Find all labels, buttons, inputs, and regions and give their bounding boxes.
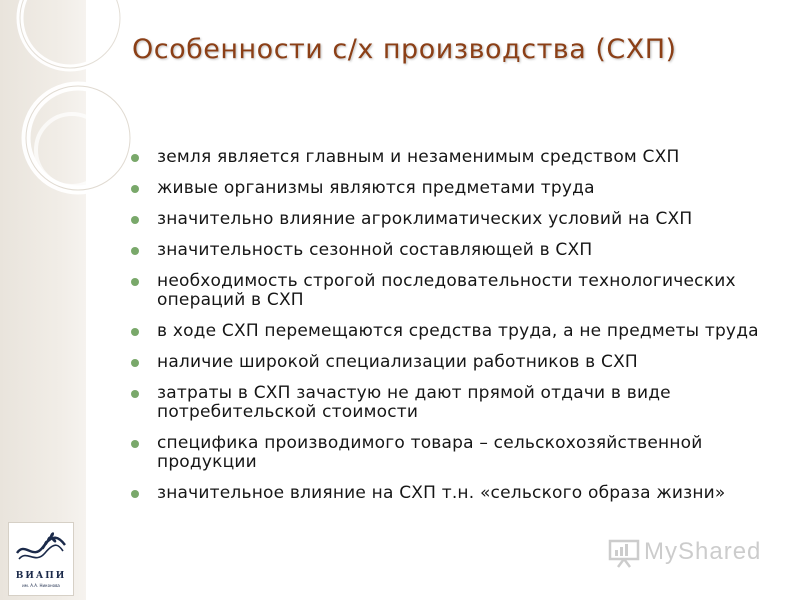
- institution-logo: [8, 522, 74, 596]
- bullet-list: [130, 148, 780, 515]
- list-item: [130, 353, 780, 372]
- wheat-wave-logo-icon: [13, 527, 69, 567]
- list-item: [130, 148, 780, 167]
- list-item: [130, 322, 780, 341]
- decorative-circles-icon: [0, 0, 140, 230]
- list-item: [130, 384, 780, 422]
- bullet-icon: [131, 328, 139, 336]
- list-item-text: затраты в СХП зачастую не дают прямой отдачи в виде потребительской стоимости: [157, 383, 671, 422]
- list-item-text: специфика производимого товара – сельскохозяйственной продукции: [157, 433, 703, 472]
- bullet-icon: [131, 359, 139, 367]
- logo-subtitle: им. А.А. Никонова: [22, 583, 60, 588]
- slide-title: Особенности с/х производства (СХП): [132, 34, 677, 65]
- bullet-icon: [131, 490, 139, 498]
- list-item: [130, 484, 780, 503]
- list-item-text: значительно влияние агроклиматических условий на СХП: [157, 209, 693, 229]
- presentation-board-icon: [608, 538, 640, 568]
- list-item: [130, 272, 780, 310]
- list-item: [130, 241, 780, 260]
- list-item-text: значительное влияние на СХП т.н. «сельского образа жизни»: [157, 483, 726, 503]
- watermark: [608, 536, 768, 572]
- logo-name: ВИАПИ: [15, 571, 67, 581]
- list-item: [130, 210, 780, 229]
- watermark-text: MyShared: [644, 538, 762, 565]
- bullet-icon: [131, 185, 139, 193]
- list-item-text: земля является главным и незаменимым средством СХП: [157, 147, 680, 167]
- list-item-text: значительность сезонной составляющей в СХП: [157, 240, 593, 260]
- bullet-icon: [131, 216, 139, 224]
- list-item-text: в ходе СХП перемещаются средства труда, а не предметы труда: [157, 321, 759, 341]
- bullet-icon: [131, 440, 139, 448]
- list-item: [130, 434, 780, 472]
- list-item: [130, 179, 780, 198]
- list-item-text: необходимость строгой последовательности технологических операций в СХП: [157, 271, 736, 310]
- bullet-icon: [131, 247, 139, 255]
- bullet-icon: [131, 278, 139, 286]
- bullet-icon: [131, 154, 139, 162]
- list-item-text: наличие широкой специализации работников в СХП: [157, 352, 638, 372]
- list-item-text: живые организмы являются предметами труда: [157, 178, 595, 198]
- bullet-icon: [131, 390, 139, 398]
